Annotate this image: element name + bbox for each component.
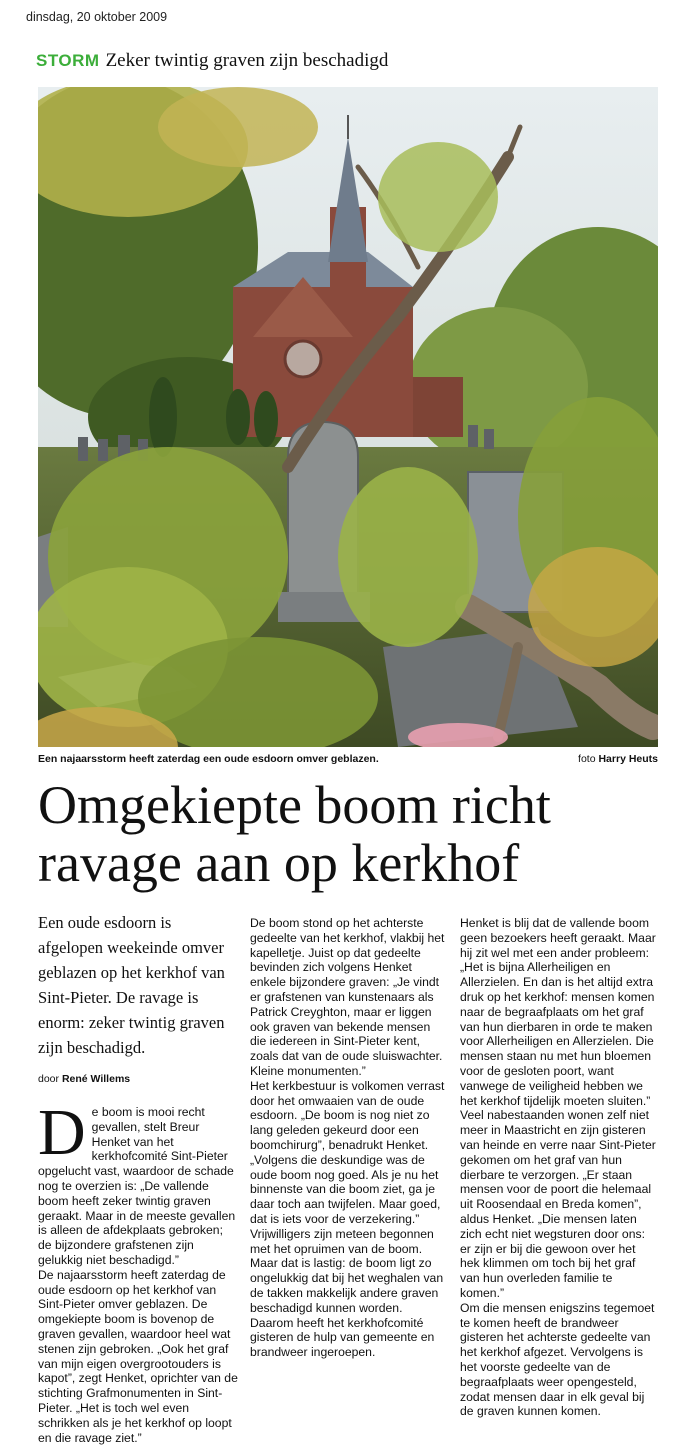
- article-photo: [38, 87, 658, 747]
- caption-text: Een najaarsstorm heeft zaterdag een oude esdoorn omver geblazen.: [38, 753, 379, 765]
- photo-credit: [578, 753, 658, 765]
- paragraph-8: Om die mensen enigszins tegemoet te komen heeft de brandweer gisteren het achterste gedeelte van het kerkhof afgezet. Vervolgens is het voorste gedeelte van de begraafplaats weer opengesteld, zodat mensen daar in elk geval bij de graven kunnen komen.: [460, 1300, 655, 1419]
- paragraph-4: Het kerkbestuur is volkomen verrast door het omwaaien van de oude esdoorn. „De boom is nog niet zo lang geleden gekeurd door een boomchirurg”, benadrukt Henket. „Volgens die deskundige was de oude boom nog goed. Als je nu het binnenste van die boom ziet, ga je daar toch aan twijfelen. Maar goed, dat is iets voor de verzekering.”: [250, 1078, 445, 1226]
- kicker: [36, 50, 388, 72]
- headline-line-1: Omgekiepte boom richt: [38, 775, 551, 835]
- issue-date: dinsdag, 20 oktober 2009: [26, 10, 168, 24]
- credit-prefix: foto: [578, 753, 596, 765]
- section-tag: STORM: [36, 51, 100, 70]
- photo-caption: [38, 753, 658, 765]
- drop-cap: D: [38, 1096, 86, 1169]
- byline: [38, 1073, 130, 1085]
- kicker-text: Zeker twintig graven zijn beschadigd: [105, 50, 389, 71]
- paragraph-3: De boom stond op het achterste gedeelte van het kerkhof, vlakbij het kapelletje. Juist op dat gedeelte bevinden zich volgens Henket enkele bijzondere graven: „Je vindt er grafstenen van kunstenaars als Patrick Creyghton, maar er liggen ook graven van bekende mensen die iedereen in Sint-Pieter kent, zoals dat van de oude sluiswachter. Kleine monumenten.”: [250, 916, 445, 1078]
- byline-prefix: door: [38, 1073, 60, 1085]
- paragraph-7: Veel nabestaanden wonen zelf niet meer in Maastricht en zijn gisteren van heinde en verre naar Sint-Pieter gekomen om het graf van hun dierbare te verzorgen. „Er staan mensen voor de poort die helemaal uit Roosendaal en Breda komen”, aldus Henket. „Die mensen laten zich echt niet wegsturen door ons: er zijn er bij die gewoon over het hek klimmen om toch bij het graf van hun overleden familie te komen.”: [460, 1108, 656, 1300]
- article-column-2: [250, 916, 448, 1360]
- paragraph-1: e boom is mooi recht gevallen, stelt Breur Henket van het kerkhofcomité Sint-Pieter opgelucht vast, waardoor de schade nog te overzien is: „De vallende boom heeft zeker twintig graven geraakt. Maar in de meeste gevallen is alleen de afdekplaats gebroken; de bijzondere grafstenen zijn gelukkig niet beschadigd.”: [38, 1105, 236, 1267]
- intro-paragraph: Een oude esdoorn is afgelopen weekeinde omver geblazen op het kerkhof van Sint-Pieter. De ravage is enorm: zeker twintig graven zijn beschadigd.: [38, 913, 225, 1057]
- credit-name: Harry Heuts: [598, 753, 658, 765]
- paragraph-5: Vrijwilligers zijn meteen begonnen met het opruimen van de boom. Maar dat is lastig: de boom ligt zo ongelukkig dat bij het weghalen van de takken makkelijk andere graven beschadigd kunnen worden. Daarom heeft het kerkhofcomité gisteren de hulp van gemeente en brandweer ingeroepen.: [250, 1226, 444, 1360]
- paragraph-2: De najaarsstorm heeft zaterdag de oude esdoorn op het kerkhof van Sint-Pieter omver geblazen. De omgekiepte boom is bovenop de graven gevallen, waardoor heel wat stenen zijn gebroken. „Ook het graf van mijn eigen overgrootouders is kapot”, zegt Henket, oprichter van de stichting Grafmonumenten in Sint-Pieter. „Het is toch wel even schrikken als je het kerkhof op loopt en die ravage ziet.”: [38, 1267, 238, 1445]
- article-column-1: [38, 1096, 238, 1445]
- headline: [38, 776, 658, 892]
- paragraph-6: Henket is blij dat de vallende boom geen bezoekers heeft geraakt. Maar hij zit wel met een ander probleem: „Het is bijna Allerheiligen en Allerzielen. En dan is het altijd extra druk op het kerkhof: mensen komen naar de begraafplaats om het graf van hun dierbaren in orde te maken voor Allerheiligen en Allerzielen. Die mensen staan nu met hun bloemen voor de gesloten poort, want vanwege de veiligheid hebben we het kerkhof tijdelijk moeten sluiten.”: [460, 916, 656, 1108]
- article-column-3: [460, 916, 658, 1419]
- cemetery-tree-illustration: [38, 87, 658, 747]
- byline-author: René Willems: [61, 1073, 131, 1085]
- headline-line-2: ravage aan op kerkhof: [38, 833, 520, 893]
